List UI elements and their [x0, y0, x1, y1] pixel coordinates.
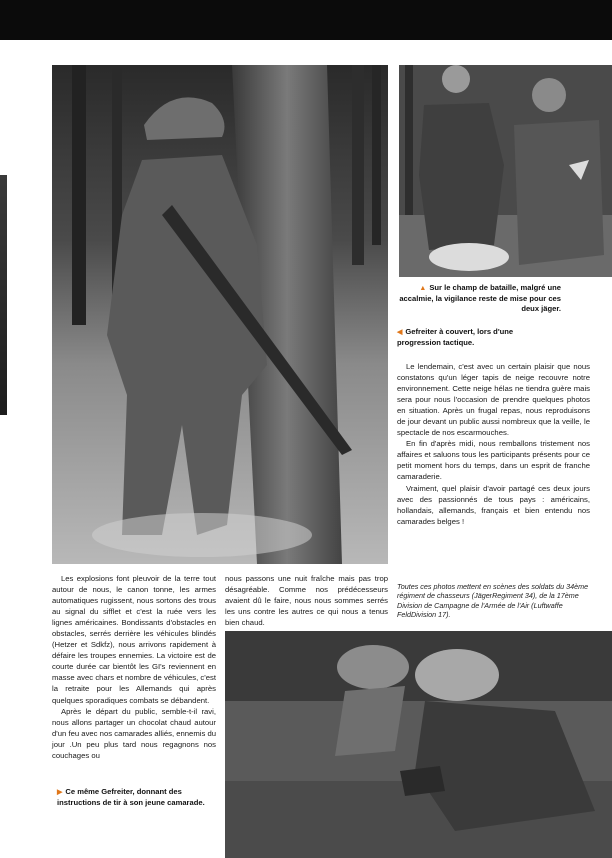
paragraph: Vraiment, quel plaisir d'avoir partagé ces deux jours avec des passionnés de tous pays : américains, hollandais, allemands, français et bien entendu nos camarades belges !: [397, 483, 590, 526]
article-column-1: [52, 573, 216, 761]
top-bar: [0, 0, 612, 40]
caption-main-photo-text: Gefreiter à couvert, lors d'une progression tactique.: [397, 327, 514, 347]
caption-top-right: [399, 283, 561, 314]
paragraph: Le lendemain, c'est avec un certain plaisir que nous constatons qu'un léger tapis de neige recouvre notre environnement. Cette neige hélas ne tiendra guère mais sera pour nous l'occasion de prendre quelques photos en situation. Après un frugal repas, nous reproduisons de jour devant un public aussi nombreux que la veille, le spectacle de nos escarmouches.: [397, 362, 590, 438]
caption-bottom-left-text: Ce même Gefreiter, donnant des instructions de tir à son jeune camarade.: [57, 787, 205, 807]
edge-photo-strip: [0, 175, 7, 415]
top-right-photo-two-jager: [399, 65, 612, 277]
paragraph: nous passons une nuit fraîche mais pas trop désagréable. Comme nos prédécesseurs avaient dû le faire, nous nous sommes serrés les uns contre les autres ce qui nous a tenus bien chaud.: [225, 574, 388, 628]
caption-top-right-text: Sur le champ de bataille, malgré une accalmie, la vigilance reste de mise pour ces deux jäger.: [399, 283, 561, 313]
caption-main-photo: [397, 327, 537, 348]
photo-credit-note: Toutes ces photos mettent en scènes des soldats du 34ème régiment de chasseurs (JägerRegiment 34), de la 17ème Division de Campagne de l'Armée de l'Air (Luftwaffe FeldDivision 17).: [397, 582, 589, 620]
arrow-right-icon: ▶: [57, 789, 63, 796]
caption-bottom-left: [57, 787, 217, 808]
arrow-left-icon: ◀: [397, 329, 403, 336]
article-column-2: [225, 573, 388, 628]
paragraph: Les explosions font pleuvoir de la terre tout autour de nous, le canon tonne, les armes automatiques rugissent, nous sortons des trous au signal du sifflet et c'est la ruée vers les lignes américaines. Bondissants d'obstacles en obstacles, serrés derrière les véhicules blindés (Hetzer et Sdkfz), nous arrivons rapidement à défaire les troupes ennemies. La victoire est de courte durée car bientôt les GI's reviennent en masse avec chars et nombre de véhicules, c'est la retraite pour les Allemands qui après quelques sporadiques combats se débandent.: [52, 574, 216, 705]
main-photo-soldier-tree: [52, 65, 388, 564]
paragraph: Après le départ du public, semble-t-il ravi, nous allons partager un chocolat chaud autour d'un feu avec nos camarades alliés, ennemis du jour .Un peu plus tard nous regagnons nos couchages ou: [52, 706, 216, 760]
paragraph: En fin d'après midi, nous remballons tristement nos affaires et saluons tous les participants présents pour ce petit moment hors du temps, dans un esprit de franche camaraderie.: [397, 439, 590, 482]
arrow-up-icon: ▲: [419, 285, 427, 292]
article-column-3: [397, 361, 590, 527]
bottom-photo-soldiers-prone: [225, 631, 612, 858]
